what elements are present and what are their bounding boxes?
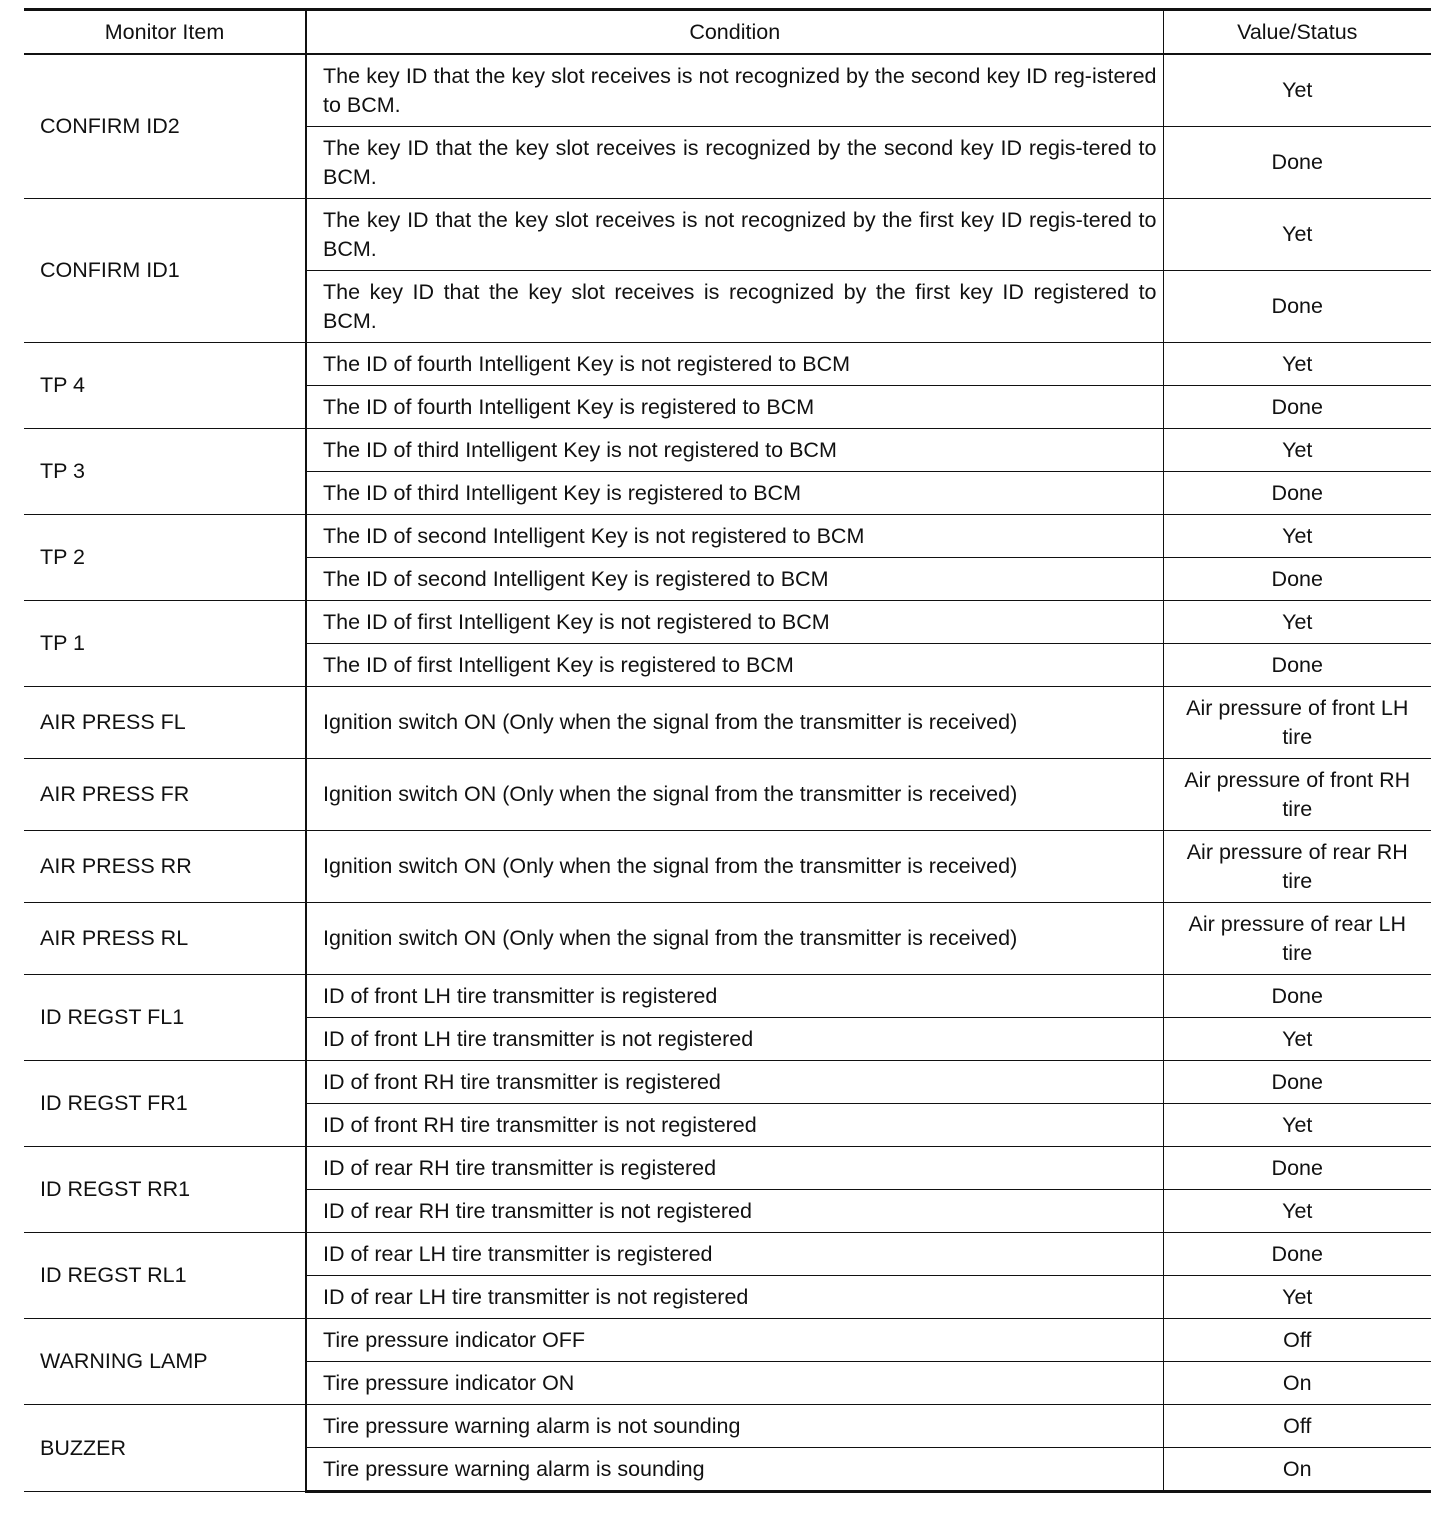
monitor-item-cell: BUZZER <box>24 1405 306 1492</box>
condition-cell: ID of rear LH tire transmitter is registered <box>306 1233 1163 1276</box>
condition-cell: ID of front LH tire transmitter is not registered <box>306 1018 1163 1061</box>
header-monitor-item: Monitor Item <box>24 10 306 55</box>
value-status-cell: Air pressure of rear RH tire <box>1163 831 1431 903</box>
value-status-cell: On <box>1163 1362 1431 1405</box>
table-row <box>24 343 1431 386</box>
table-row <box>24 831 1431 903</box>
condition-cell: The key ID that the key slot receives is not recognized by the first key ID regis-tered to BCM. <box>306 199 1163 271</box>
condition-cell: ID of rear LH tire transmitter is not registered <box>306 1276 1163 1319</box>
table-row <box>24 903 1431 975</box>
table-row <box>24 1233 1431 1276</box>
value-status-cell: Done <box>1163 1233 1431 1276</box>
table-row <box>24 687 1431 759</box>
condition-cell: Tire pressure indicator ON <box>306 1362 1163 1405</box>
header-value-status: Value/Status <box>1163 10 1431 55</box>
value-status-cell: Done <box>1163 127 1431 199</box>
value-status-cell: Yet <box>1163 199 1431 271</box>
condition-cell: ID of front RH tire transmitter is not registered <box>306 1104 1163 1147</box>
value-status-cell: Done <box>1163 386 1431 429</box>
value-status-cell: Done <box>1163 1061 1431 1104</box>
table-row <box>24 601 1431 644</box>
value-status-cell: Done <box>1163 975 1431 1018</box>
condition-cell: The ID of third Intelligent Key is registered to BCM <box>306 472 1163 515</box>
value-status-cell: Yet <box>1163 1018 1431 1061</box>
value-status-cell: Yet <box>1163 429 1431 472</box>
table-row <box>24 1061 1431 1104</box>
table-row <box>24 975 1431 1018</box>
condition-cell: Ignition switch ON (Only when the signal from the transmitter is received) <box>306 831 1163 903</box>
condition-cell: The ID of third Intelligent Key is not registered to BCM <box>306 429 1163 472</box>
monitor-item-cell: ID REGST RR1 <box>24 1147 306 1233</box>
condition-cell: The key ID that the key slot receives is not recognized by the second key ID reg-istered to BCM. <box>306 54 1163 127</box>
monitor-item-table <box>24 8 1431 1493</box>
condition-cell: The ID of fourth Intelligent Key is not registered to BCM <box>306 343 1163 386</box>
monitor-item-cell: ID REGST FR1 <box>24 1061 306 1147</box>
value-status-cell: Yet <box>1163 1104 1431 1147</box>
condition-cell: Tire pressure indicator OFF <box>306 1319 1163 1362</box>
value-status-cell: Off <box>1163 1319 1431 1362</box>
value-status-cell: Yet <box>1163 1190 1431 1233</box>
monitor-item-cell: CONFIRM ID1 <box>24 199 306 343</box>
table-row <box>24 429 1431 472</box>
condition-cell: The ID of first Intelligent Key is not registered to BCM <box>306 601 1163 644</box>
monitor-item-cell: ID REGST RL1 <box>24 1233 306 1319</box>
value-status-cell: Air pressure of front RH tire <box>1163 759 1431 831</box>
value-status-cell: Done <box>1163 644 1431 687</box>
condition-cell: The ID of fourth Intelligent Key is registered to BCM <box>306 386 1163 429</box>
monitor-item-cell: TP 3 <box>24 429 306 515</box>
value-status-cell: Done <box>1163 271 1431 343</box>
monitor-item-cell: CONFIRM ID2 <box>24 54 306 199</box>
condition-cell: The ID of first Intelligent Key is registered to BCM <box>306 644 1163 687</box>
table-row <box>24 515 1431 558</box>
monitor-item-cell: TP 1 <box>24 601 306 687</box>
condition-cell: ID of rear RH tire transmitter is not registered <box>306 1190 1163 1233</box>
value-status-cell: Yet <box>1163 515 1431 558</box>
condition-cell: ID of front RH tire transmitter is registered <box>306 1061 1163 1104</box>
condition-cell: Tire pressure warning alarm is sounding <box>306 1448 1163 1492</box>
condition-cell: Tire pressure warning alarm is not sounding <box>306 1405 1163 1448</box>
monitor-item-cell: TP 2 <box>24 515 306 601</box>
value-status-cell: Off <box>1163 1405 1431 1448</box>
table-row <box>24 759 1431 831</box>
table-row <box>24 199 1431 271</box>
table-row <box>24 54 1431 127</box>
condition-cell: ID of rear RH tire transmitter is registered <box>306 1147 1163 1190</box>
value-status-cell: Air pressure of front LH tire <box>1163 687 1431 759</box>
value-status-cell: Done <box>1163 472 1431 515</box>
condition-cell: Ignition switch ON (Only when the signal from the transmitter is received) <box>306 759 1163 831</box>
monitor-item-cell: WARNING LAMP <box>24 1319 306 1405</box>
value-status-cell: On <box>1163 1448 1431 1492</box>
condition-cell: The ID of second Intelligent Key is registered to BCM <box>306 558 1163 601</box>
condition-cell: The key ID that the key slot receives is recognized by the first key ID registered to BCM. <box>306 271 1163 343</box>
table-header <box>24 10 1431 55</box>
monitor-item-cell: TP 4 <box>24 343 306 429</box>
condition-cell: Ignition switch ON (Only when the signal from the transmitter is received) <box>306 687 1163 759</box>
value-status-cell: Done <box>1163 1147 1431 1190</box>
header-row <box>24 10 1431 55</box>
table-body <box>24 54 1431 1492</box>
table-row <box>24 1319 1431 1362</box>
table-row <box>24 1405 1431 1448</box>
value-status-cell: Yet <box>1163 54 1431 127</box>
value-status-cell: Air pressure of rear LH tire <box>1163 903 1431 975</box>
value-status-cell: Done <box>1163 558 1431 601</box>
value-status-cell: Yet <box>1163 601 1431 644</box>
condition-cell: The key ID that the key slot receives is recognized by the second key ID regis-tered to BCM. <box>306 127 1163 199</box>
header-condition: Condition <box>306 10 1163 55</box>
monitor-item-cell: AIR PRESS RR <box>24 831 306 903</box>
monitor-item-cell: ID REGST FL1 <box>24 975 306 1061</box>
monitor-item-cell: AIR PRESS FL <box>24 687 306 759</box>
monitor-item-cell: AIR PRESS FR <box>24 759 306 831</box>
table-row <box>24 1147 1431 1190</box>
condition-cell: The ID of second Intelligent Key is not registered to BCM <box>306 515 1163 558</box>
condition-cell: ID of front LH tire transmitter is registered <box>306 975 1163 1018</box>
value-status-cell: Yet <box>1163 1276 1431 1319</box>
value-status-cell: Yet <box>1163 343 1431 386</box>
condition-cell: Ignition switch ON (Only when the signal from the transmitter is received) <box>306 903 1163 975</box>
monitor-item-cell: AIR PRESS RL <box>24 903 306 975</box>
